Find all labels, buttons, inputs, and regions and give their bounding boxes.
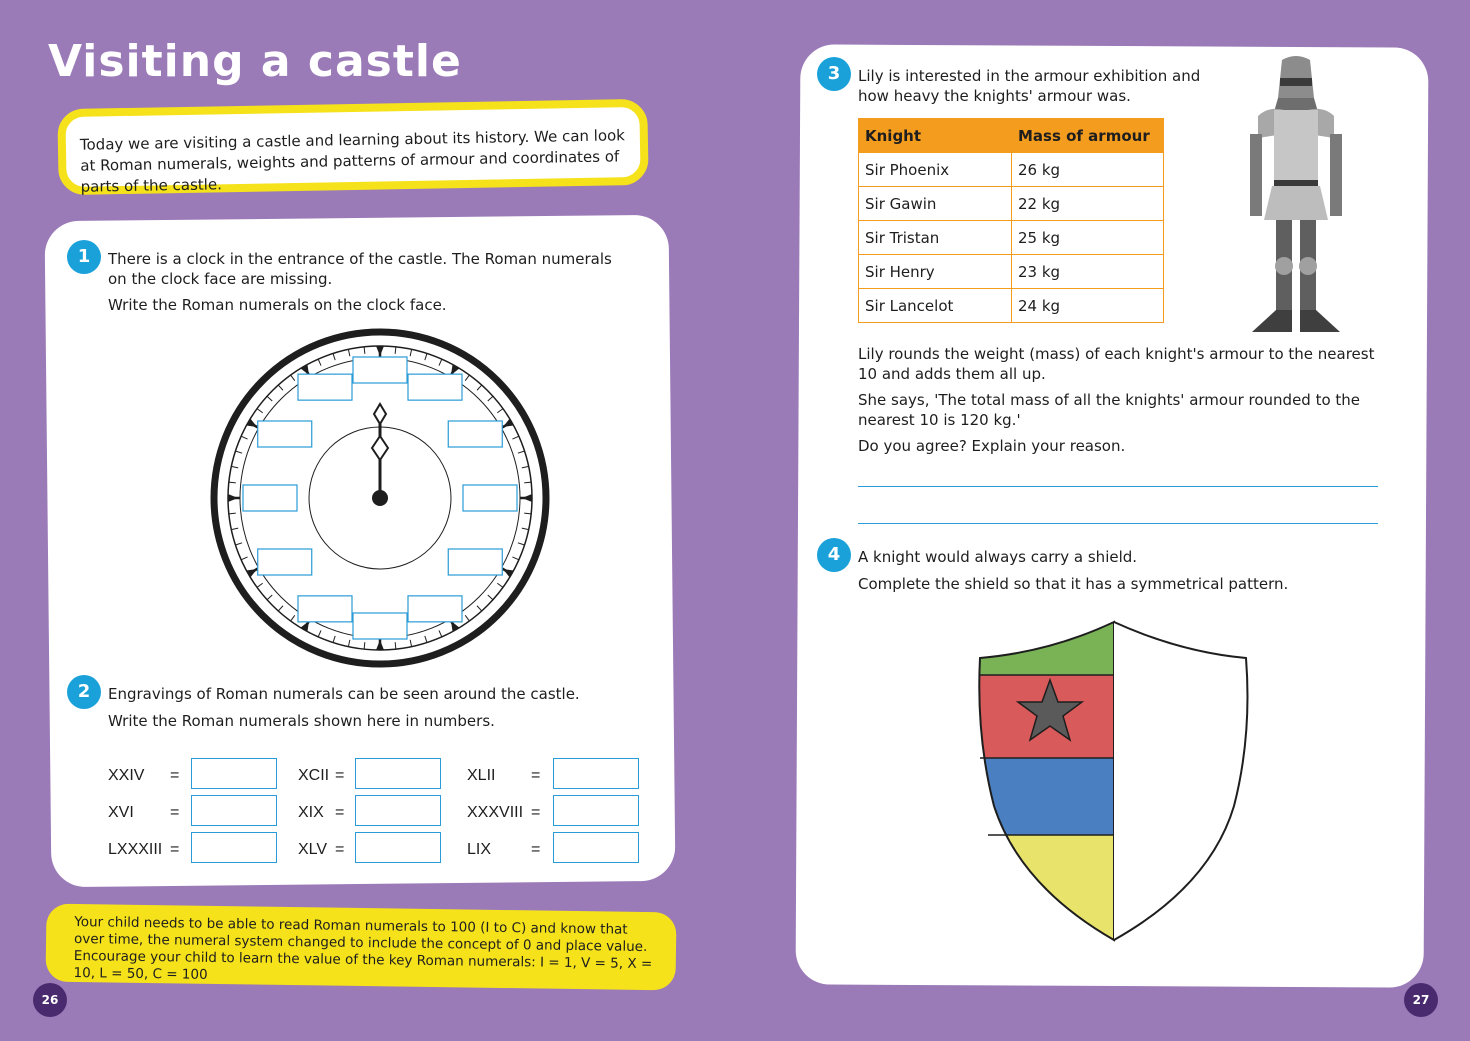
numeral-label: XLV xyxy=(298,841,328,858)
table-row xyxy=(859,221,1164,255)
clock-numeral-slot[interactable] xyxy=(463,485,517,511)
question-1-instruction: Write the Roman numerals on the clock face. xyxy=(108,296,447,314)
numeral-label: XXIV xyxy=(108,767,145,784)
table-row xyxy=(859,187,1164,221)
question-4-badge: 4 xyxy=(817,538,851,572)
equals-sign: = xyxy=(531,767,541,784)
table-header-row xyxy=(859,119,1164,153)
question-2-badge: 2 xyxy=(67,675,101,709)
clock-numeral-slot[interactable] xyxy=(258,421,312,447)
question-4-text: A knight would always carry a shield. xyxy=(858,548,1138,566)
equals-sign: = xyxy=(335,804,345,821)
equals-sign: = xyxy=(335,841,345,858)
question-3-text: Lily is interested in the armour exhibition and how heavy the knights' armour was. xyxy=(858,67,1201,105)
answer-line[interactable] xyxy=(858,523,1378,524)
intro-text: Today we are visiting a castle and learning about its history. We can look at Roman numerals, weights and patterns of armour and coordinates of parts of the castle. xyxy=(79,126,626,196)
answer-line[interactable] xyxy=(858,486,1378,487)
mass-cell: 22 kg xyxy=(1012,187,1164,221)
shield-drawing xyxy=(970,616,1260,946)
knight-armour-illustration xyxy=(1238,54,1354,336)
answer-box[interactable] xyxy=(191,795,277,826)
clock-numeral-slot[interactable] xyxy=(448,549,502,575)
page-number-right: 27 xyxy=(1404,983,1438,1017)
clock-numeral-slot[interactable] xyxy=(298,374,352,400)
table-row xyxy=(859,153,1164,187)
answer-box[interactable] xyxy=(191,758,277,789)
clock-numeral-slot[interactable] xyxy=(448,421,502,447)
table-header: Mass of armour xyxy=(1012,119,1164,153)
equals-sign: = xyxy=(170,767,180,784)
clock-numeral-slot[interactable] xyxy=(258,549,312,575)
numeral-label: XVI xyxy=(108,804,134,821)
question-1-badge: 1 xyxy=(67,240,101,274)
question-3-paragraph-1: Lily rounds the weight (mass) of each knight's armour to the nearest 10 and adds them all up. xyxy=(858,345,1375,383)
numeral-label: XLII xyxy=(467,767,496,784)
clock-numeral-slot[interactable] xyxy=(298,596,352,622)
clock-numeral-slot[interactable] xyxy=(408,374,462,400)
knight-cell: Sir Henry xyxy=(859,255,1012,289)
question-3-paragraph-2: She says, 'The total mass of all the knights' armour rounded to the nearest 10 is 120 kg.' xyxy=(858,391,1361,429)
knight-cell: Sir Phoenix xyxy=(859,153,1012,187)
question-2-text: Engravings of Roman numerals can be seen around the castle. xyxy=(108,685,580,703)
clock-numeral-slot[interactable] xyxy=(243,485,297,511)
question-4-instruction: Complete the shield so that it has a symmetrical pattern. xyxy=(858,575,1289,593)
clock-numeral-slot[interactable] xyxy=(408,596,462,622)
equals-sign: = xyxy=(531,841,541,858)
mass-cell: 25 kg xyxy=(1012,221,1164,255)
equals-sign: = xyxy=(170,804,180,821)
numeral-label: LIX xyxy=(467,841,492,858)
answer-box[interactable] xyxy=(355,832,441,863)
parent-tip-box xyxy=(45,904,676,991)
numeral-label: LXXXIII xyxy=(108,841,163,858)
armour-table xyxy=(858,118,1164,323)
numeral-label: XCII xyxy=(298,767,330,784)
clock-face xyxy=(208,326,552,670)
answer-box[interactable] xyxy=(553,758,639,789)
page-title: Visiting a castle xyxy=(48,36,462,87)
intro-box xyxy=(57,99,648,195)
parent-tip-text: Your child needs to be able to read Roman numerals to 100 (I to C) and know that over time, the numeral system changed to include the concept of 0 and place value. Encourage your child to learn the value of the key Roman numerals: I = 1, V = 5, X = 10, L = 50, C = 100 xyxy=(73,913,653,983)
answer-box[interactable] xyxy=(355,795,441,826)
answer-box[interactable] xyxy=(191,832,277,863)
question-3-badge: 3 xyxy=(817,57,851,91)
mass-cell: 26 kg xyxy=(1012,153,1164,187)
page-number-left: 26 xyxy=(33,983,67,1017)
table-row xyxy=(859,255,1164,289)
mass-cell: 23 kg xyxy=(1012,255,1164,289)
knight-cell: Sir Tristan xyxy=(859,221,1012,255)
clock-numeral-slot[interactable] xyxy=(353,613,407,639)
equals-sign: = xyxy=(170,841,180,858)
answer-box[interactable] xyxy=(355,758,441,789)
knight-cell: Sir Lancelot xyxy=(859,289,1012,323)
numeral-label: XXXVIII xyxy=(467,804,524,821)
equals-sign: = xyxy=(335,767,345,784)
numeral-label: XIX xyxy=(298,804,324,821)
equals-sign: = xyxy=(531,804,541,821)
table-row xyxy=(859,289,1164,323)
mass-cell: 24 kg xyxy=(1012,289,1164,323)
answer-box[interactable] xyxy=(553,795,639,826)
question-1-text: There is a clock in the entrance of the castle. The Roman numerals on the clock face are missing. xyxy=(108,250,612,288)
clock-numeral-slot[interactable] xyxy=(353,357,407,383)
answer-box[interactable] xyxy=(553,832,639,863)
table-header: Knight xyxy=(859,119,1012,153)
question-2-instruction: Write the Roman numerals shown here in numbers. xyxy=(108,712,495,730)
knight-cell: Sir Gawin xyxy=(859,187,1012,221)
question-3-paragraph-3: Do you agree? Explain your reason. xyxy=(858,437,1126,455)
